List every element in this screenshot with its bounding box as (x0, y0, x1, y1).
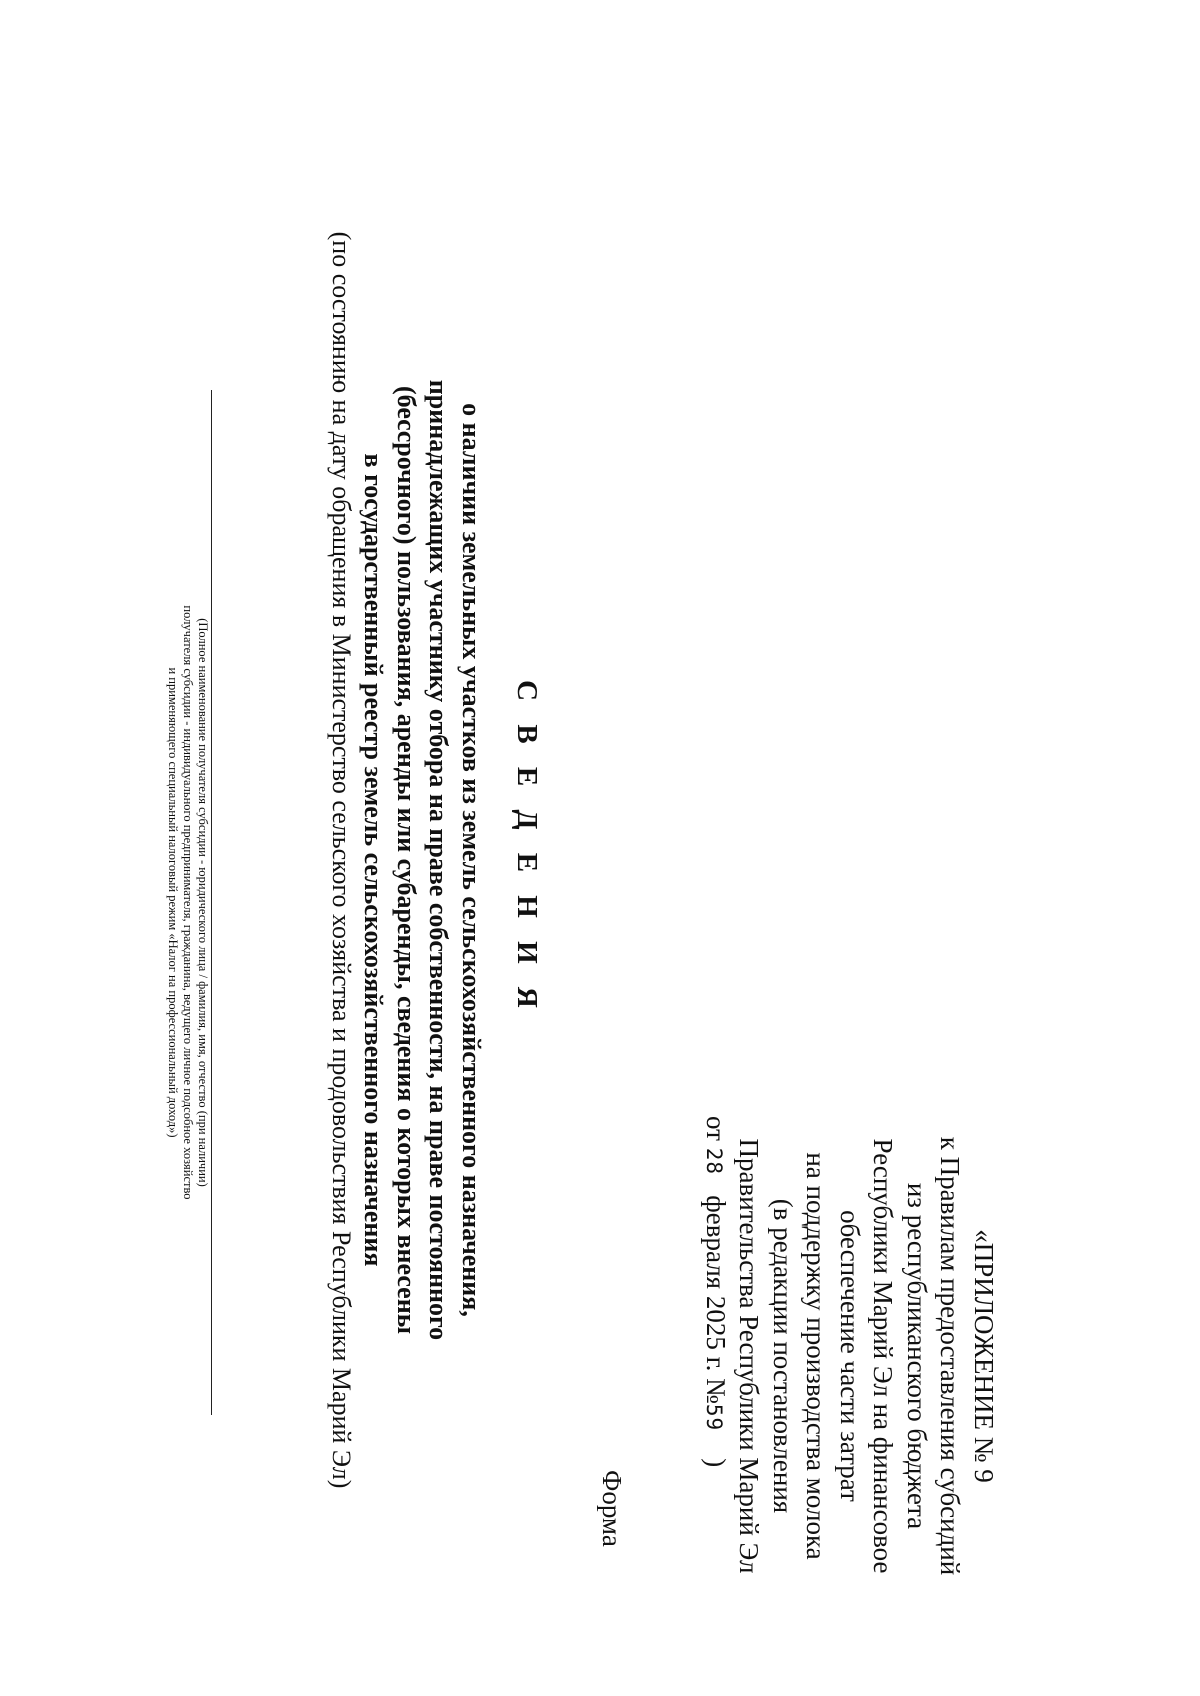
appendix-line: на поддержку производства молока (801, 1152, 832, 1560)
form-label: Форма (597, 1470, 627, 1547)
date-prefix: от (701, 1116, 731, 1141)
appendix-line: Республики Марий Эл на финансовое (868, 1138, 899, 1574)
caption-line: получателя субсидии - индивидуального предпринимателя, гражданина, ведущего личное подсобное хозяйство (181, 605, 195, 1200)
appendix-line: обеспечение части затрат (835, 1210, 865, 1502)
name-caption (165, 390, 210, 1415)
closing-paren: ) (701, 1458, 731, 1468)
appendix-line: «ПРИЛОЖЕНИЕ № 9 (969, 1229, 999, 1483)
subtitle-line: в государственный реестр земель сельскохозяйственного назначения (359, 453, 389, 1267)
appendix-line: к Правилам предоставления субсидий (935, 1136, 966, 1576)
handwritten-day: 28 (702, 1147, 726, 1175)
subtitle-line: принадлежащих участнику отбора на праве собственности, на праве постоянного (424, 379, 454, 1341)
caption-line: (Полное наименование получателя субсидии - юридического лица / фамилия, имя, отчество (при наличии) (196, 618, 210, 1187)
document-subtitle (357, 140, 487, 1580)
handwritten-number: 59 (702, 1403, 726, 1432)
appendix-line: из республиканского бюджета (902, 1182, 932, 1530)
subtitle-line: (бессрочного) пользования, аренды или субаренды, сведения о которых внесены (392, 386, 421, 1334)
subtitle-line: о наличии земельных участков из земель сельскохозяйственного назначения, (457, 403, 486, 1317)
date-note: (по состоянию на дату обращения в Министерство сельского хозяйства и продовольствия Республики Марий Эл) (327, 231, 356, 1489)
date-month-year: февраля 2025 г. № (701, 1195, 731, 1404)
appendix-header (697, 1096, 1001, 1616)
document-title: С В Е Д Е Н И Я (511, 680, 543, 1016)
appendix-line: (в редакции постановления (768, 1198, 798, 1514)
caption-line: и применяющего специальный налоговый режим «Налог на профессиональный доход») (166, 667, 180, 1138)
appendix-date-line (697, 1096, 733, 1616)
name-fill-line (211, 390, 212, 1415)
appendix-line: Правительства Республики Марий Эл (734, 1138, 765, 1574)
